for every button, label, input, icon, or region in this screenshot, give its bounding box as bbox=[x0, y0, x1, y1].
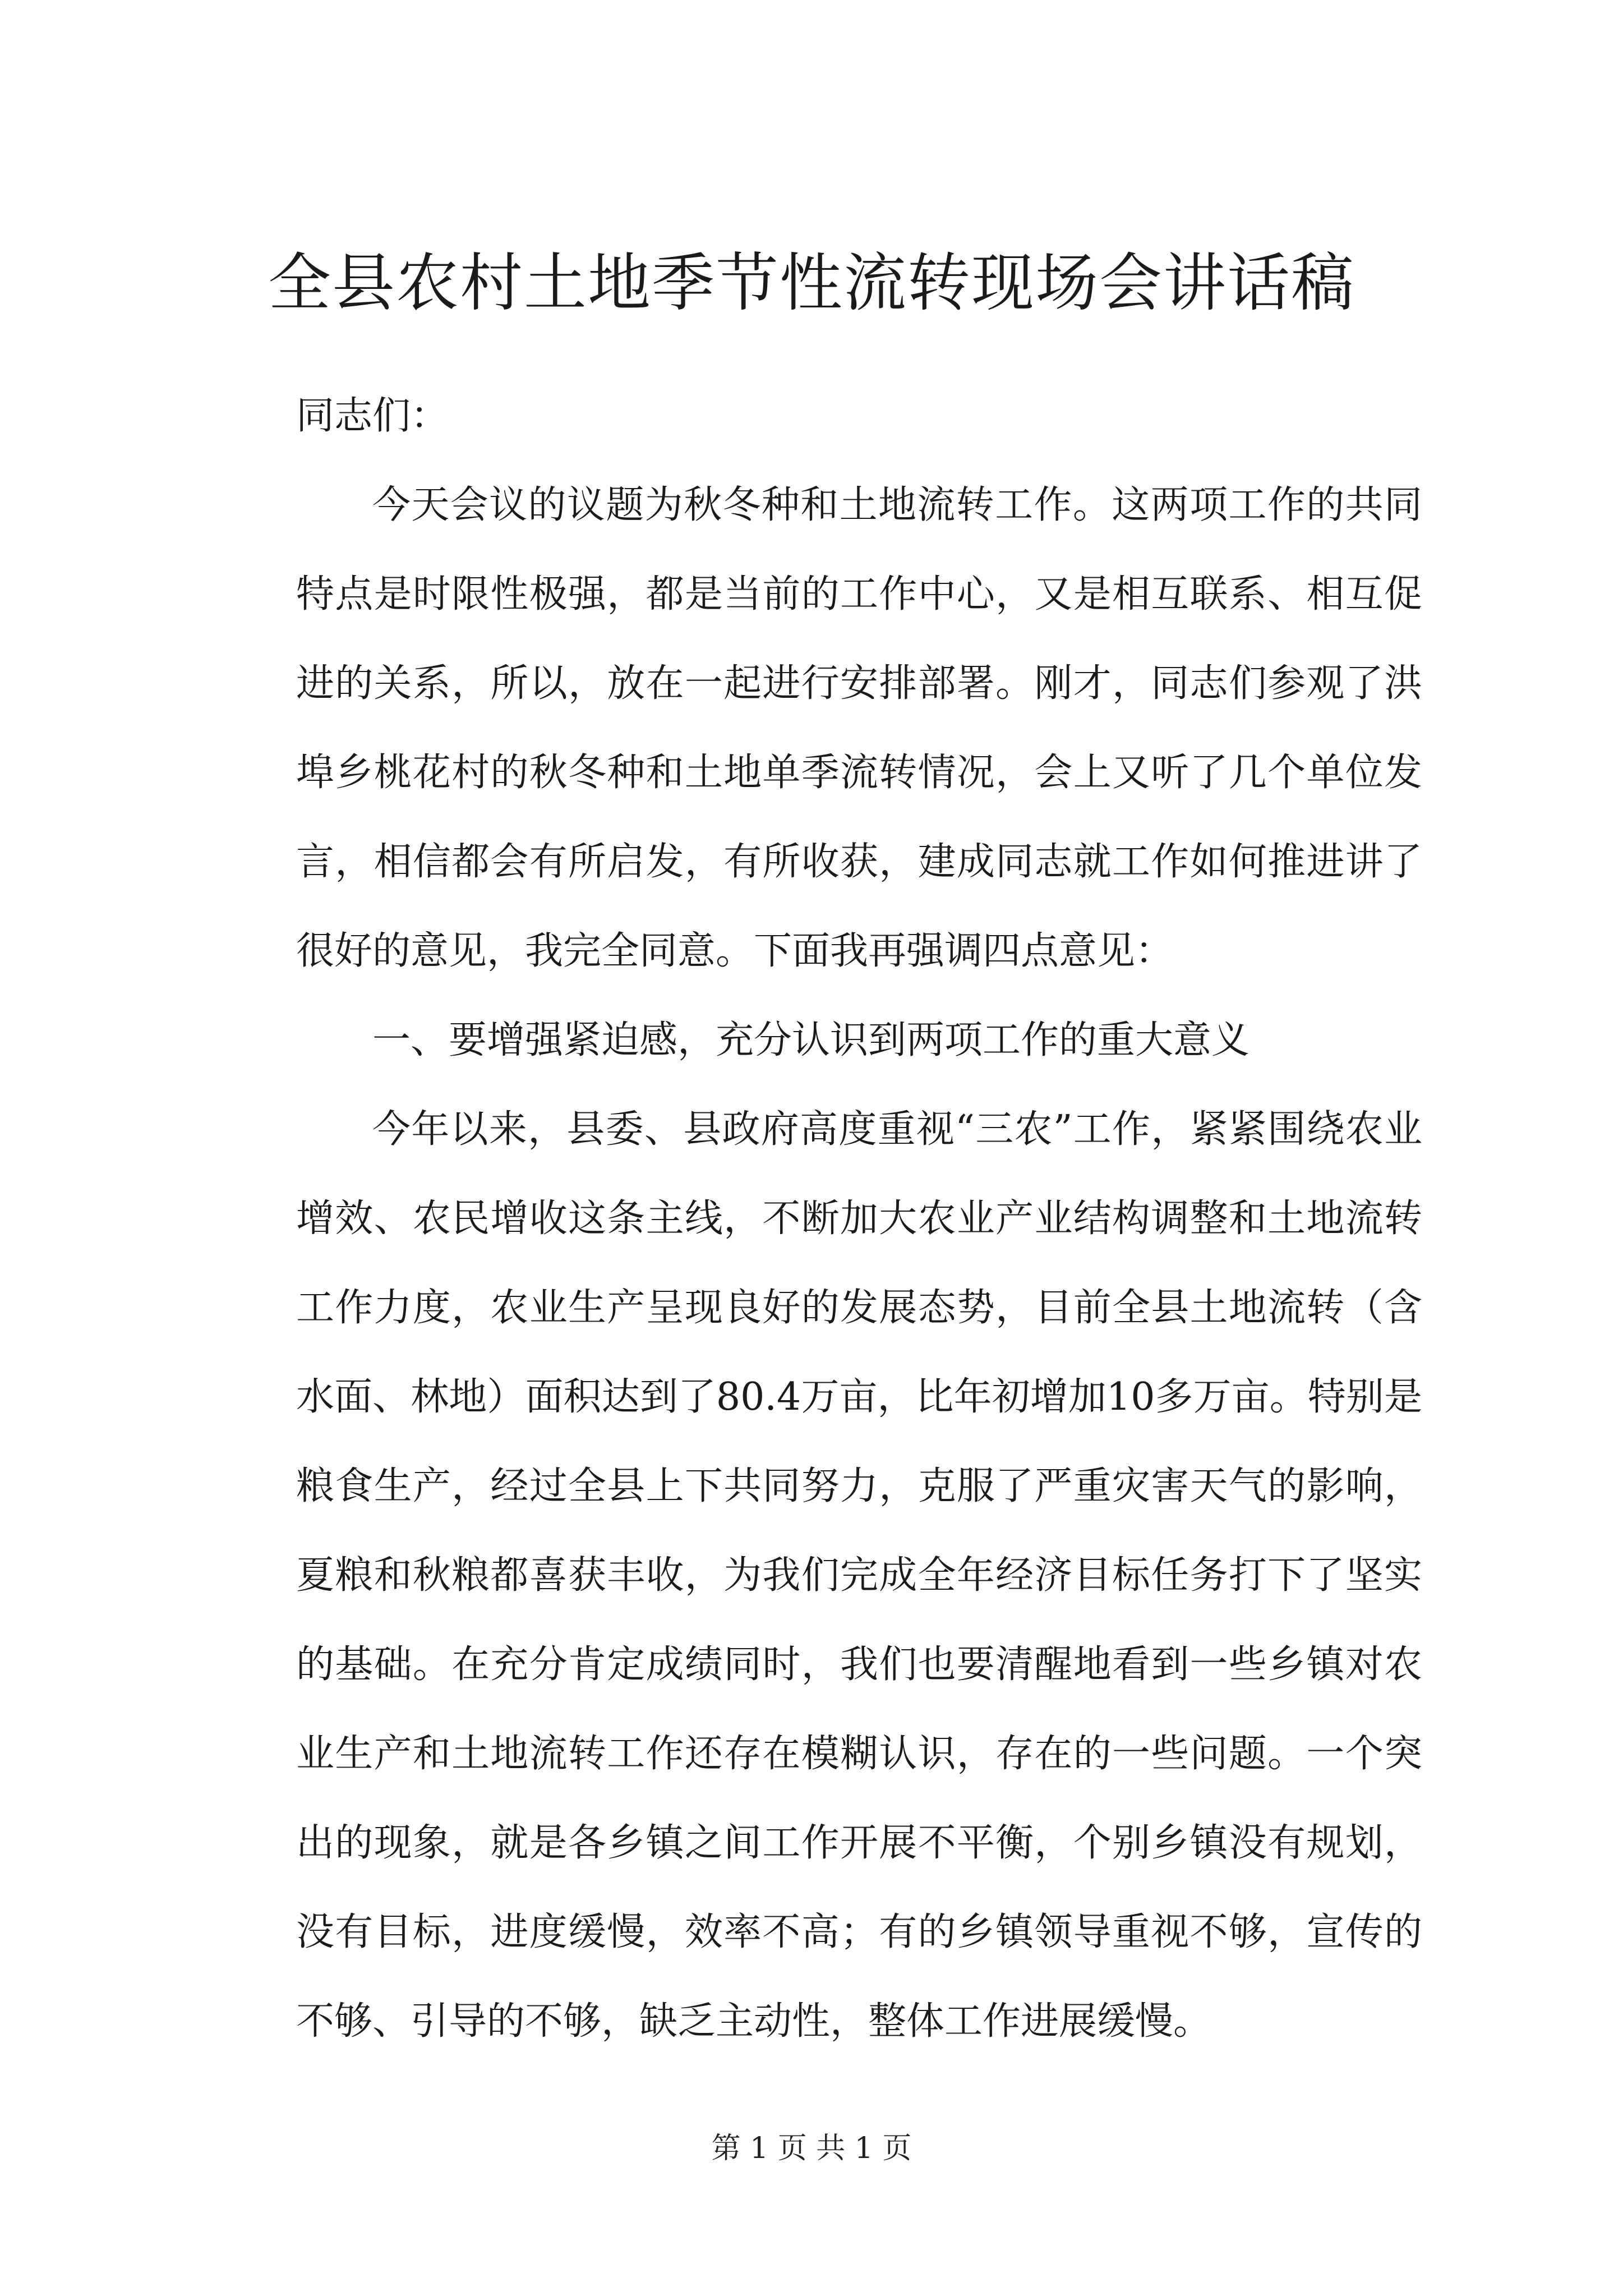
section-heading-1: 一、要增强紧迫感，充分认识到两项工作的重大意义 bbox=[372, 1018, 1250, 1062]
paragraph-section-1: 今年以来，县委、县政府高度重视“三农”工作，紧紧围绕农业增效、农民增收这条主线，不断加大农业产业结构调整和土地流转工作力度，农业生产呈现良好的发展态势，目前全县土地流转（含水面、林地）面积达到了80.4万亩，比年初增加10多万亩。特别是粮食生产，经过全县上下共同努力，克服了严重灾害天气的影响，夏粮和秋粮都喜获丰收，为我们完成全年经济目标任务打下了坚实的基础。在充分肯定成绩同时，我们也要清醒地看到一些乡镇对农业生产和土地流转工作还存在模糊认识，存在的一些问题。一个突出的现象，就是各乡镇之间工作开展不平衡，个别乡镇没有规划，没有目标，进度缓慢，效率不高；有的乡镇领导重视不够，宣传的不够、引导的不够，缺乏主动性，整体工作进展缓慢。 bbox=[296, 1107, 1422, 2044]
paragraph-intro: 今天会议的议题为秋冬种和土地流转工作。这两项工作的共同特点是时限性极强，都是当前的工作中心，又是相互联系、相互促进的关系，所以，放在一起进行安排部署。刚才，同志们参观了洪埠乡桃花村的秋冬种和土地单季流转情况，会上又听了几个单位发言，相信都会有所启发，有所收获，建成同志就工作如何推进讲了很好的意见，我完全同意。下面我再强调四点意见： bbox=[296, 483, 1422, 973]
page-footer: 第 1 页 共 1 页 bbox=[711, 2132, 912, 2165]
page-title: 全县农村土地季节性流转现场会讲话稿 bbox=[268, 247, 1355, 320]
salutation: 同志们： bbox=[296, 394, 449, 438]
